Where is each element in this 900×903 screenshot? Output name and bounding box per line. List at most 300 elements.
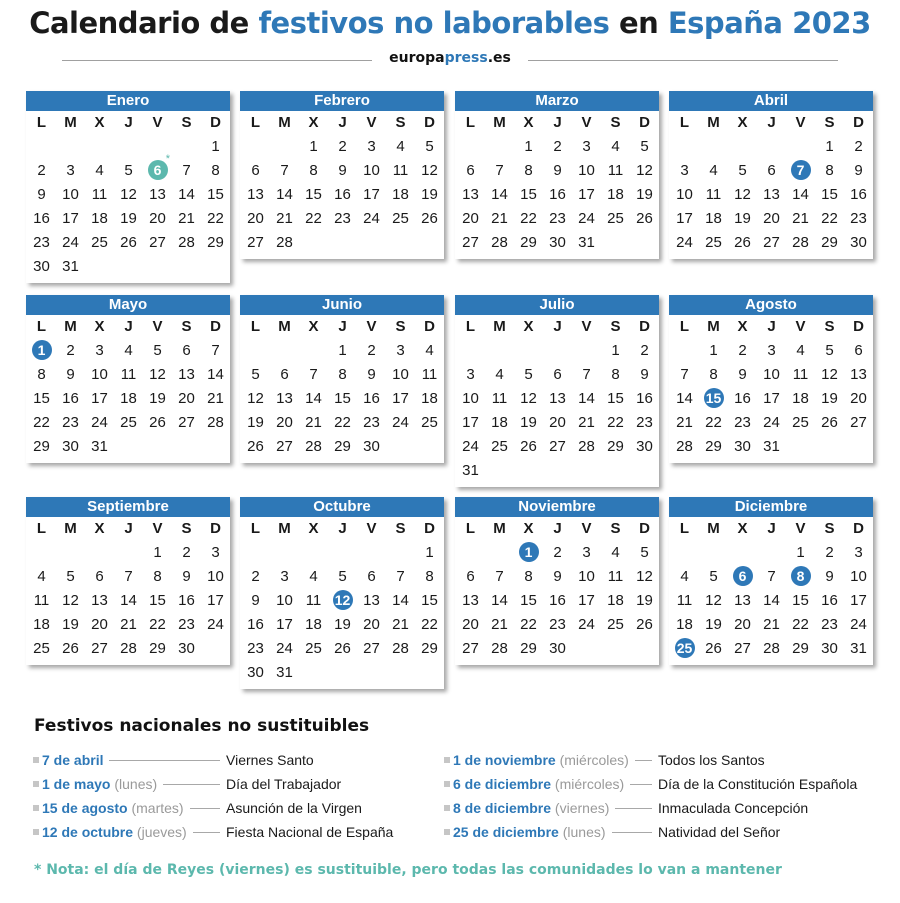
- bullet-icon: [444, 805, 450, 811]
- day-cell: 21: [305, 414, 322, 431]
- day-cell: 26: [120, 234, 137, 251]
- holiday-date-text: 1 de mayo: [42, 776, 111, 792]
- month-header: Febrero: [240, 91, 444, 111]
- holiday-circle: 12: [333, 590, 353, 610]
- day-cell: 22: [520, 616, 537, 633]
- holiday-weekday: (martes): [127, 800, 184, 816]
- day-cell: 16: [734, 390, 751, 407]
- day-cell: 2: [66, 342, 75, 359]
- holiday-name: Todos los Santos: [658, 752, 765, 768]
- day-cell: 13: [462, 592, 479, 609]
- day-cell: 12: [636, 568, 653, 585]
- empty-cell: [728, 541, 757, 565]
- day-cell: 6: [767, 162, 776, 179]
- day-cell: 30: [850, 234, 867, 251]
- day-cell: 3: [466, 366, 475, 383]
- day-cell: 8: [709, 366, 718, 383]
- day-cell: 23: [734, 414, 751, 431]
- month-header: Junio: [240, 295, 444, 315]
- day-cell: 2: [182, 544, 191, 561]
- holiday-circle: 7: [791, 160, 811, 180]
- holiday-date: [453, 750, 629, 770]
- empty-cell: [270, 339, 299, 363]
- day-cell: 6: [553, 366, 562, 383]
- leader-line: [193, 832, 220, 833]
- day-cell: 28: [207, 414, 224, 431]
- day-cell: 31: [763, 438, 780, 455]
- empty-cell: [514, 339, 543, 363]
- day-cell: 8: [309, 162, 318, 179]
- day-cell: 16: [636, 390, 653, 407]
- holiday-day: [328, 589, 357, 613]
- day-cell: 7: [182, 162, 191, 179]
- empty-cell: [270, 135, 299, 159]
- day-cell: 9: [182, 568, 191, 585]
- day-cell: 11: [33, 592, 50, 609]
- day-cell: 19: [636, 186, 653, 203]
- month-julio: [455, 295, 659, 487]
- month-days-grid: [455, 517, 659, 665]
- day-cell: 7: [582, 366, 591, 383]
- day-cell: 26: [636, 210, 653, 227]
- weekday-label: X: [94, 318, 105, 335]
- month-days-grid: [669, 517, 873, 665]
- holiday-circle: 1: [519, 542, 539, 562]
- day-cell: 1: [825, 138, 834, 155]
- day-cell: 17: [578, 186, 595, 203]
- day-cell: 15: [792, 592, 809, 609]
- holiday-date: [453, 774, 624, 794]
- day-cell: 20: [149, 210, 166, 227]
- day-cell: 24: [676, 234, 693, 251]
- day-cell: 23: [33, 234, 50, 251]
- weekday-label: D: [424, 318, 435, 335]
- day-cell: 26: [821, 414, 838, 431]
- day-cell: 7: [309, 366, 318, 383]
- day-cell: 3: [280, 568, 289, 585]
- day-cell: 17: [763, 390, 780, 407]
- weekday-label: D: [639, 114, 650, 131]
- day-cell: 31: [62, 258, 79, 275]
- day-cell: 11: [705, 186, 722, 203]
- day-cell: 26: [520, 438, 537, 455]
- month-abril: [669, 91, 873, 259]
- day-cell: 12: [821, 366, 838, 383]
- day-cell: 28: [120, 640, 137, 657]
- month-diciembre: [669, 497, 873, 665]
- day-cell: 23: [821, 616, 838, 633]
- weekday-label: D: [853, 318, 864, 335]
- weekday-label: L: [250, 114, 261, 131]
- day-cell: 2: [37, 162, 46, 179]
- weekday-label: M: [493, 114, 506, 131]
- day-cell: 27: [734, 640, 751, 657]
- month-days-grid: [26, 517, 230, 665]
- day-cell: 3: [582, 138, 591, 155]
- day-cell: 6: [466, 162, 475, 179]
- day-cell: 15: [149, 592, 166, 609]
- weekday-label: J: [553, 520, 562, 537]
- footnote: * Nota: el día de Reyes (viernes) es sustituible, pero todas las comunidades lo van a mantener: [34, 862, 782, 878]
- day-cell: 19: [636, 592, 653, 609]
- day-cell: 24: [763, 414, 780, 431]
- day-cell: 21: [392, 616, 409, 633]
- day-cell: 14: [276, 186, 293, 203]
- holiday-date-text: 8 de diciembre: [453, 800, 552, 816]
- weekday-label: S: [610, 114, 621, 131]
- weekday-label: J: [338, 114, 347, 131]
- day-cell: 8: [37, 366, 46, 383]
- day-cell: 29: [821, 234, 838, 251]
- day-cell: 23: [850, 210, 867, 227]
- day-cell: 2: [640, 342, 649, 359]
- day-cell: 11: [421, 366, 438, 383]
- day-cell: 13: [549, 390, 566, 407]
- day-cell: 5: [640, 138, 649, 155]
- day-cell: 4: [396, 138, 405, 155]
- day-cell: 5: [153, 342, 162, 359]
- day-cell: 12: [120, 186, 137, 203]
- holiday-day: [728, 565, 757, 589]
- day-cell: 2: [854, 138, 863, 155]
- day-cell: 11: [607, 162, 624, 179]
- empty-cell: [299, 541, 328, 565]
- day-cell: 17: [276, 616, 293, 633]
- day-cell: 19: [734, 210, 751, 227]
- day-cell: 8: [524, 162, 533, 179]
- weekday-label: M: [707, 318, 720, 335]
- title-part-4: España 2023: [667, 6, 871, 40]
- day-cell: 17: [578, 592, 595, 609]
- day-cell: 29: [334, 438, 351, 455]
- day-cell: 6: [280, 366, 289, 383]
- day-cell: 3: [582, 544, 591, 561]
- day-cell: 21: [120, 616, 137, 633]
- holiday-name: Fiesta Nacional de España: [226, 824, 394, 840]
- day-cell: 15: [421, 592, 438, 609]
- day-cell: 11: [91, 186, 108, 203]
- day-cell: 1: [709, 342, 718, 359]
- holiday-name: Viernes Santo: [226, 752, 314, 768]
- day-cell: 4: [425, 342, 434, 359]
- holiday-circle: 6: [733, 566, 753, 586]
- day-cell: 18: [676, 616, 693, 633]
- month-header: Marzo: [455, 91, 659, 111]
- day-cell: 27: [763, 234, 780, 251]
- weekday-label: D: [639, 318, 650, 335]
- bullet-icon: [444, 829, 450, 835]
- month-days-grid: [240, 315, 444, 463]
- day-cell: 22: [821, 210, 838, 227]
- day-cell: 5: [251, 366, 260, 383]
- day-cell: 24: [363, 210, 380, 227]
- day-cell: 7: [124, 568, 133, 585]
- day-cell: 19: [821, 390, 838, 407]
- day-cell: 1: [425, 544, 434, 561]
- day-cell: 25: [392, 210, 409, 227]
- day-cell: 22: [149, 616, 166, 633]
- month-header: Julio: [455, 295, 659, 315]
- day-cell: 28: [491, 234, 508, 251]
- leader-line: [615, 808, 652, 809]
- weekday-label: V: [795, 318, 806, 335]
- day-cell: 25: [705, 234, 722, 251]
- month-agosto: [669, 295, 873, 463]
- day-cell: 9: [367, 366, 376, 383]
- holiday-entry: [33, 774, 453, 794]
- day-cell: 16: [33, 210, 50, 227]
- day-cell: 5: [66, 568, 75, 585]
- day-cell: 4: [95, 162, 104, 179]
- day-cell: 31: [91, 438, 108, 455]
- day-cell: 8: [338, 366, 347, 383]
- day-cell: 23: [62, 414, 79, 431]
- weekday-label: M: [278, 520, 291, 537]
- day-cell: 31: [462, 462, 479, 479]
- day-cell: 20: [91, 616, 108, 633]
- day-cell: 19: [705, 616, 722, 633]
- day-cell: 11: [392, 162, 409, 179]
- month-septiembre: [26, 497, 230, 665]
- day-cell: 12: [62, 592, 79, 609]
- holiday-day: [27, 339, 56, 363]
- day-cell: 25: [305, 640, 322, 657]
- holiday-entry: [33, 750, 453, 770]
- day-cell: 18: [792, 390, 809, 407]
- weekday-label: S: [610, 520, 621, 537]
- holiday-entry: [33, 798, 453, 818]
- day-cell: 27: [247, 234, 264, 251]
- day-cell: 12: [636, 162, 653, 179]
- month-mayo: [26, 295, 230, 463]
- day-cell: 20: [549, 414, 566, 431]
- day-cell: 6: [466, 568, 475, 585]
- holiday-date-text: 7 de abril: [42, 752, 104, 768]
- day-cell: 13: [149, 186, 166, 203]
- day-cell: 14: [120, 592, 137, 609]
- day-cell: 27: [149, 234, 166, 251]
- day-cell: 29: [705, 438, 722, 455]
- day-cell: 27: [462, 640, 479, 657]
- day-cell: 21: [792, 210, 809, 227]
- empty-cell: [241, 339, 270, 363]
- day-cell: 7: [280, 162, 289, 179]
- day-cell: 19: [62, 616, 79, 633]
- holiday-name: Inmaculada Concepción: [658, 800, 809, 816]
- day-cell: 21: [178, 210, 195, 227]
- day-cell: 31: [276, 664, 293, 681]
- leader-line: [630, 784, 652, 785]
- day-cell: 16: [178, 592, 195, 609]
- month-days-grid: [26, 315, 230, 463]
- day-cell: 21: [491, 210, 508, 227]
- day-cell: 2: [825, 544, 834, 561]
- empty-cell: [241, 135, 270, 159]
- brand-row: [62, 50, 838, 70]
- weekday-label: V: [581, 114, 592, 131]
- month-header: Diciembre: [669, 497, 873, 517]
- weekday-label: S: [824, 520, 835, 537]
- holiday-entry: [444, 798, 864, 818]
- day-cell: 28: [578, 438, 595, 455]
- month-febrero: [240, 91, 444, 259]
- day-cell: 20: [763, 210, 780, 227]
- day-cell: 4: [124, 342, 133, 359]
- day-cell: 1: [153, 544, 162, 561]
- weekday-label: X: [308, 318, 319, 335]
- day-cell: 6: [182, 342, 191, 359]
- day-cell: 17: [850, 592, 867, 609]
- day-cell: 3: [95, 342, 104, 359]
- weekday-label: D: [853, 520, 864, 537]
- day-cell: 3: [66, 162, 75, 179]
- empty-cell: [757, 541, 786, 565]
- weekday-label: X: [523, 318, 534, 335]
- weekday-label: D: [210, 318, 221, 335]
- month-days-grid: [669, 315, 873, 463]
- weekday-label: J: [767, 520, 776, 537]
- title-part-3: en: [609, 6, 668, 40]
- month-enero: [26, 91, 230, 283]
- day-cell: 15: [821, 186, 838, 203]
- day-cell: 22: [334, 414, 351, 431]
- day-cell: 20: [276, 414, 293, 431]
- day-cell: 28: [276, 234, 293, 251]
- empty-cell: [456, 135, 485, 159]
- holiday-entry: [33, 822, 453, 842]
- weekday-label: X: [523, 520, 534, 537]
- holiday-date-text: 15 de agosto: [42, 800, 128, 816]
- day-cell: 14: [491, 186, 508, 203]
- day-cell: 24: [392, 414, 409, 431]
- day-cell: 15: [207, 186, 224, 203]
- holiday-weekday: (lunes): [110, 776, 158, 792]
- bullet-icon: [33, 757, 39, 763]
- day-cell: 27: [91, 640, 108, 657]
- day-cell: 25: [491, 438, 508, 455]
- day-cell: 30: [62, 438, 79, 455]
- leader-line: [635, 760, 652, 761]
- holiday-date-text: 6 de diciembre: [453, 776, 552, 792]
- holiday-name: Día del Trabajador: [226, 776, 342, 792]
- day-cell: 30: [178, 640, 195, 657]
- weekday-label: L: [465, 114, 476, 131]
- day-cell: 10: [62, 186, 79, 203]
- empty-cell: [572, 339, 601, 363]
- day-cell: 30: [549, 234, 566, 251]
- day-cell: 9: [553, 162, 562, 179]
- day-cell: 29: [421, 640, 438, 657]
- month-days-grid: [240, 111, 444, 259]
- day-cell: 15: [305, 186, 322, 203]
- holiday-circle: 25: [675, 638, 695, 658]
- weekday-label: J: [124, 520, 133, 537]
- day-cell: 9: [825, 568, 834, 585]
- day-cell: 29: [520, 640, 537, 657]
- day-cell: 27: [363, 640, 380, 657]
- holiday-day: [670, 637, 699, 661]
- day-cell: 14: [207, 366, 224, 383]
- leader-line: [612, 832, 652, 833]
- day-cell: 29: [607, 438, 624, 455]
- day-cell: 26: [334, 640, 351, 657]
- day-cell: 26: [247, 438, 264, 455]
- month-junio: [240, 295, 444, 463]
- day-cell: 2: [367, 342, 376, 359]
- holiday-day: [514, 541, 543, 565]
- day-cell: 9: [553, 568, 562, 585]
- holiday-day: [699, 387, 728, 411]
- weekday-label: X: [308, 520, 319, 537]
- empty-cell: [241, 541, 270, 565]
- month-octubre: [240, 497, 444, 689]
- empty-cell: [172, 135, 201, 159]
- day-cell: 10: [850, 568, 867, 585]
- day-cell: 4: [611, 138, 620, 155]
- day-cell: 26: [62, 640, 79, 657]
- day-cell: 16: [549, 592, 566, 609]
- legend-title: Festivos nacionales no sustituibles: [34, 716, 370, 736]
- day-cell: 22: [705, 414, 722, 431]
- weekday-label: D: [639, 520, 650, 537]
- empty-cell: [543, 339, 572, 363]
- month-days-grid: [455, 315, 659, 487]
- day-cell: 29: [149, 640, 166, 657]
- weekday-label: J: [767, 114, 776, 131]
- day-cell: 8: [825, 162, 834, 179]
- day-cell: 20: [462, 616, 479, 633]
- weekday-label: D: [853, 114, 864, 131]
- day-cell: 1: [611, 342, 620, 359]
- weekday-label: X: [308, 114, 319, 131]
- empty-cell: [328, 541, 357, 565]
- day-cell: 22: [792, 616, 809, 633]
- day-cell: 13: [363, 592, 380, 609]
- empty-cell: [114, 541, 143, 565]
- holiday-circle: 1: [32, 340, 52, 360]
- weekday-label: X: [737, 318, 748, 335]
- day-cell: 3: [767, 342, 776, 359]
- day-cell: 21: [276, 210, 293, 227]
- day-cell: 8: [524, 568, 533, 585]
- day-cell: 6: [854, 342, 863, 359]
- day-cell: 16: [850, 186, 867, 203]
- day-cell: 1: [796, 544, 805, 561]
- holiday-name: Día de la Constitución Española: [658, 776, 858, 792]
- day-cell: 21: [491, 616, 508, 633]
- day-cell: 4: [796, 342, 805, 359]
- day-cell: 31: [578, 234, 595, 251]
- day-cell: 21: [763, 616, 780, 633]
- day-cell: 20: [178, 390, 195, 407]
- day-cell: 20: [247, 210, 264, 227]
- day-cell: 12: [705, 592, 722, 609]
- day-cell: 25: [91, 234, 108, 251]
- weekday-label: X: [94, 114, 105, 131]
- day-cell: 7: [495, 568, 504, 585]
- weekday-label: D: [210, 520, 221, 537]
- day-cell: 3: [854, 544, 863, 561]
- day-cell: 8: [153, 568, 162, 585]
- day-cell: 2: [738, 342, 747, 359]
- day-cell: 13: [734, 592, 751, 609]
- day-cell: 15: [33, 390, 50, 407]
- day-cell: 30: [247, 664, 264, 681]
- day-cell: 27: [462, 234, 479, 251]
- day-cell: 26: [421, 210, 438, 227]
- weekday-label: J: [767, 318, 776, 335]
- empty-cell: [27, 135, 56, 159]
